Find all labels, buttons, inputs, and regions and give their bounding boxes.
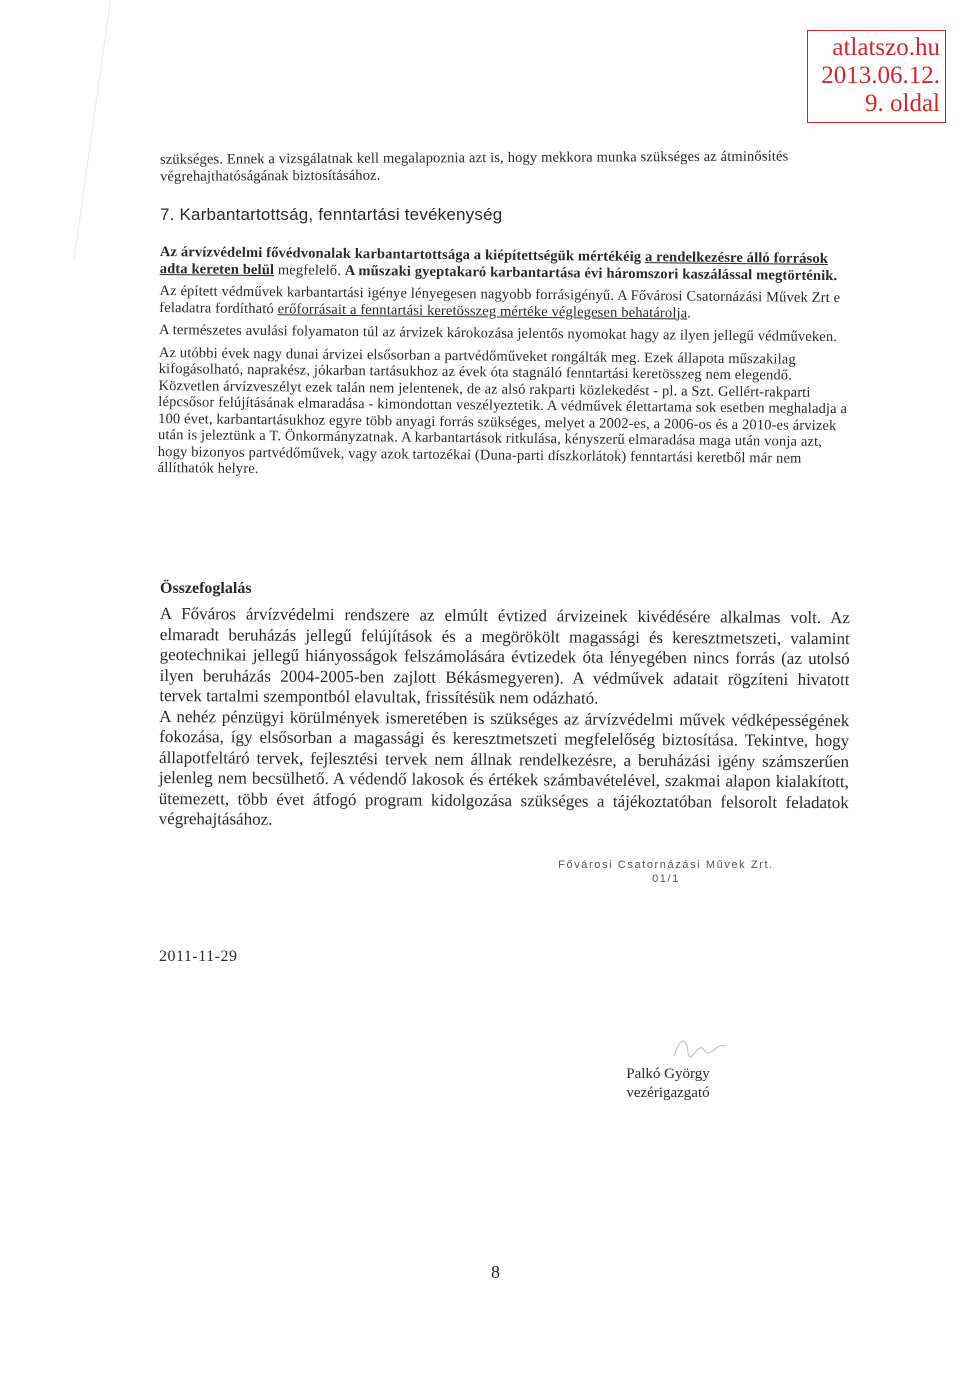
intro-paragraph bbox=[160, 148, 850, 185]
scan-page-edge bbox=[0, 0, 111, 260]
handwritten-signature bbox=[670, 1030, 730, 1067]
stamp-page: 9. oldal bbox=[865, 90, 940, 117]
signer-name: Palkó György bbox=[626, 1066, 710, 1082]
stamp-site: atlatszo.hu bbox=[832, 34, 940, 61]
signer-title: vezérigazgató bbox=[626, 1085, 710, 1101]
section-7-paragraph-4: Az utóbbi évek nagy dunai árvizei elsősorban a partvédőműveket rongálták meg. Ezek állapota műszakilag kifogásolható, naprakész, jókarban tartásukhoz az évek óta stagnáló fenntartási keretösszeg nem elegendő. Közvetlen árvízveszélyt ezek talán nem jelentenek, de az alsó rakparti közlekedést - pl. a Szt. Gellért-rakparti lépcsősor felújításának elmaradása - kimondottan veszélyeztetik. A védművek élettartama sok esetben meghaladja a 100 évet, karbantartásukhoz egyre több anyagi forrás szükséges, melyet a 2002-es, a 2006-os és a 2010-es árvizek után is jeleztünk a T. Önkormányzatnak. A karbantartások ritkulása, kényszerű elmaradása maga után vonja azt, hogy bizonyos partvédőművek, vagy azok tartozékai (Duna-parti díszkorlátok) fenntartási keretből már nem állíthatók helyre. bbox=[157, 344, 848, 478]
p2-text-a: Az épített védművek karbantartási igénye lényegesen nagyobb forrásigényű. A Fővárosi Csatornázási Művek Zrt e feladatra fordítható bbox=[159, 282, 841, 317]
p1-bold-b: A műszaki gyeptakaró karbantartása évi háromszori kaszálással megtörténik. bbox=[344, 262, 838, 284]
section-7-paragraph-1 bbox=[160, 244, 850, 284]
signer-block bbox=[608, 1065, 728, 1103]
section-7-paragraph-3: A természetes avulási folyamaton túl az árvizek károkozása jelentős nyomokat hagy az ilyen jellegű védműveken. bbox=[159, 321, 838, 346]
stamp-date: 2013.06.12. bbox=[821, 62, 940, 89]
document-date: 2011-11-29 bbox=[159, 948, 238, 965]
summary-body bbox=[159, 604, 850, 834]
organization-stamp bbox=[536, 858, 796, 886]
section-7-body bbox=[158, 244, 850, 490]
section-7-heading: 7. Karbantartottság, fenntartási tevékenység bbox=[160, 205, 503, 224]
summary-paragraph-2: A nehéz pénzügyi körülmények ismeretében is szükséges az árvízvédelmi művek védképességének fokozása, így elsősorban a magassági és keresztmetszeti megfelelőség biztosítása. Tekintve, hogy állapotfeltáró tervek, fejlesztési tervek nem állnak rendelkezésre, a beruházási igény számszerűen jelenleg nem becsülhető. A védendő lakosok és értékek számbavételével, szakmai alapon kialakított, ütemezett, több évet átfogó program kidolgozása szükséges a tájékoztatóban felsorolt feladatok végrehajtásához. bbox=[158, 706, 850, 829]
p1-normal: megfelelő. bbox=[274, 261, 345, 279]
org-stamp-name: Fővárosi Csatornázási Művek Zrt. bbox=[558, 859, 774, 871]
p1-bold-a: Az árvízvédelmi fővédvonalak karbantartottsága a kiépítettségük mértékéig bbox=[159, 244, 646, 266]
p2-underline: erőforrásait a fenntartási keretösszeg mértéke véglegesen behatárolja bbox=[277, 300, 688, 322]
org-stamp-code: 01/1 bbox=[652, 873, 680, 885]
intro-text: szükséges. Ennek a vizsgálatnak kell megalapoznia azt is, hogy mekkora munka szükséges az átminősítés végrehajthatóságának biztosításához. bbox=[159, 148, 789, 185]
p1-underline: a rendelkezésre álló források adta kereten belül bbox=[159, 249, 829, 278]
source-stamp bbox=[807, 30, 946, 123]
page-number: 8 bbox=[491, 1262, 500, 1282]
summary-paragraph-1: A Főváros árvízvédelmi rendszere az elmúlt évtized árvizeinek kivédésére alkalmas volt. Az elmaradt beruházás jellegű felújítások és a megörökölt magassági és keresztmetszeti, valamint geotechnikai jellegű hiányosságok felszámolására évtizedek óta lényegében nincs forrás (az utolsó ilyen beruházás 2004-2005-ben zajlott Békásmegyeren). A védművek adatait rögzíteni hivatott tervek tartalmi szempontból elavultak, frissítésük nem odázható. bbox=[159, 604, 850, 708]
p2-text-b: . bbox=[687, 305, 692, 322]
section-7-paragraph-2 bbox=[159, 283, 849, 323]
summary-heading: Összefoglalás bbox=[160, 580, 252, 597]
signature-mark bbox=[670, 1030, 730, 1062]
